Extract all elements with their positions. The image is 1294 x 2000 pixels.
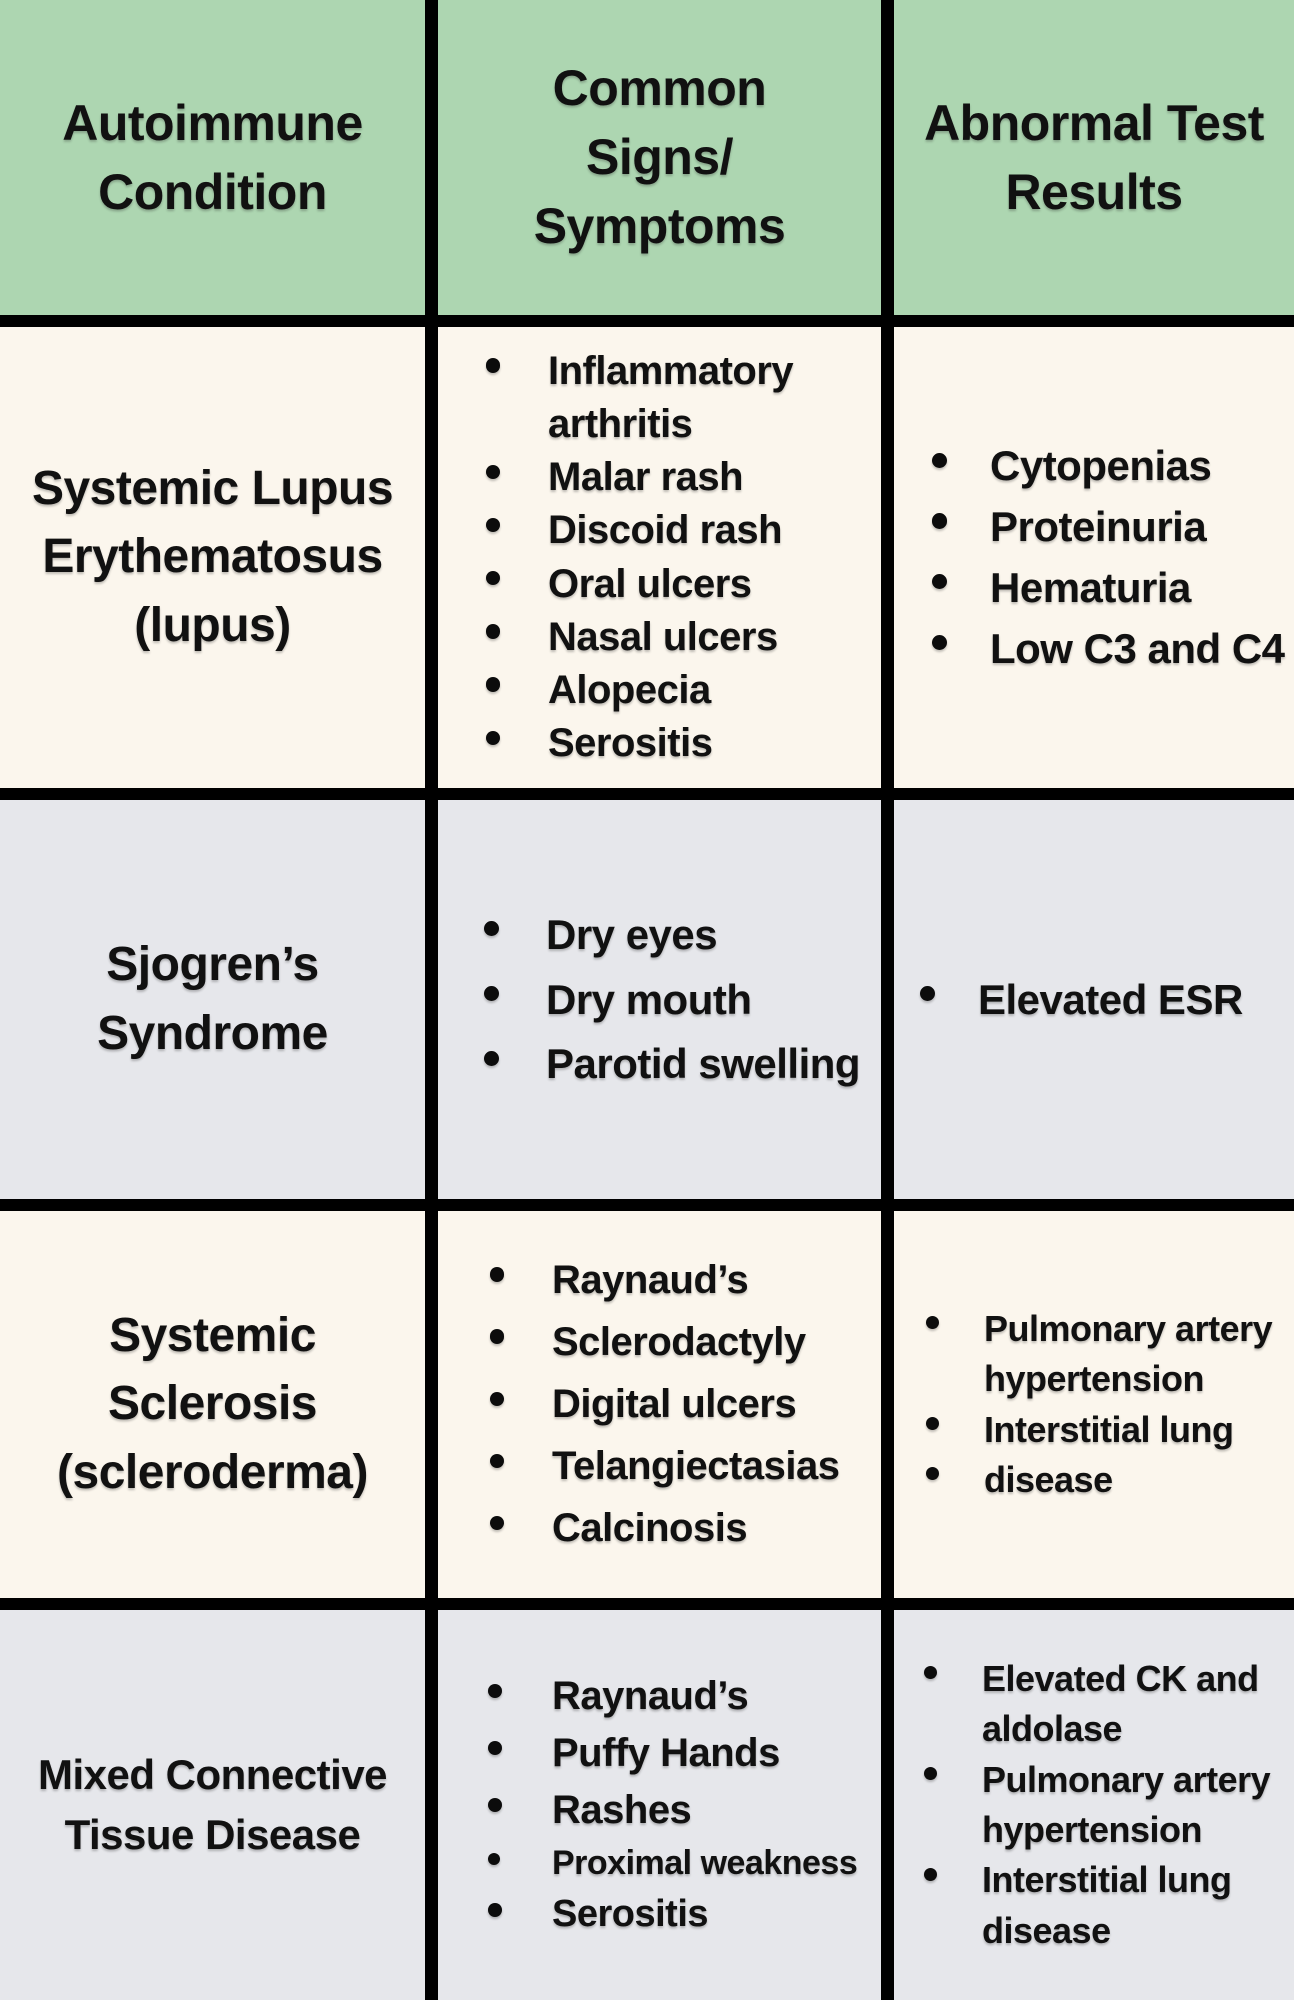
- header-cell-condition: [0, 0, 425, 315]
- bullet-item: Elevated ESR: [920, 972, 1243, 1028]
- tests-list: [920, 972, 1251, 1028]
- bullet-item: Raynaud’s: [490, 1254, 839, 1307]
- row-sjogrens-tests-cell: [894, 800, 1294, 1199]
- header-label-symptoms: Common Signs/ Symptoms: [533, 60, 786, 254]
- symptoms-list: [488, 1665, 865, 1945]
- row-lupus-condition-cell: [0, 327, 425, 788]
- header-label-condition: Autoimmune Condition: [62, 94, 363, 220]
- bullet-item: Parotid swelling: [484, 1036, 860, 1092]
- row-sclerosis-tests-cell: [894, 1211, 1294, 1598]
- bullet-item: Inflammatory arthritis: [486, 345, 871, 451]
- bullet-item: Proximal weakness: [488, 1841, 857, 1885]
- row-sclerosis-symptoms-cell: [438, 1211, 881, 1598]
- bullet-item: Pulmonary artery hypertension: [924, 1755, 1282, 1856]
- bullet-item: Raynaud’s: [488, 1670, 857, 1722]
- row-sjogrens-symptoms-cell: [438, 800, 881, 1199]
- bullet-item: Calcinosis: [490, 1502, 839, 1555]
- bullet-item: Hematuria: [932, 560, 1285, 616]
- row-lupus-tests-cell: [894, 327, 1294, 788]
- row-mctd-tests-cell: [894, 1610, 1294, 2000]
- bullet-item: disease: [926, 1455, 1282, 1505]
- bullet-item: Telangiectasias: [490, 1440, 839, 1493]
- condition-name: Mixed Connective Tissue Disease: [37, 1751, 388, 1858]
- bullet-item: Interstitial lung: [926, 1405, 1282, 1455]
- bullet-item: Puffy Hands: [488, 1727, 857, 1779]
- bullet-item: Oral ulcers: [486, 558, 871, 611]
- row-lupus-symptoms-cell: [438, 327, 881, 788]
- bullet-item: Sclerodactyly: [490, 1316, 839, 1369]
- row-sjogrens-condition-cell: [0, 800, 425, 1199]
- symptoms-list: [486, 345, 881, 771]
- symptoms-list: [484, 898, 868, 1102]
- tests-list: [932, 433, 1293, 681]
- header-label-tests: Abnormal Test Results: [924, 94, 1264, 220]
- bullet-item: Rashes: [488, 1784, 857, 1836]
- row-mctd-condition-cell: [0, 1610, 425, 2000]
- bullet-item: Interstitial lung disease: [924, 1855, 1282, 1956]
- condition-name: Systemic Lupus Erythematosus (lupus): [31, 462, 394, 652]
- bullet-item: Malar rash: [486, 451, 871, 504]
- bullet-item: Digital ulcers: [490, 1378, 839, 1431]
- bullet-item: Discoid rash: [486, 504, 871, 557]
- condition-name: Systemic Sclerosis (scleroderma): [57, 1309, 368, 1499]
- tests-list: [924, 1654, 1294, 1956]
- symptoms-list: [490, 1245, 847, 1565]
- bullet-item: Pulmonary artery hypertension: [926, 1304, 1282, 1405]
- bullet-item: Serositis: [486, 717, 871, 770]
- bullet-item: Dry mouth: [484, 972, 860, 1028]
- bullet-item: Serositis: [488, 1890, 857, 1939]
- row-sclerosis-condition-cell: [0, 1211, 425, 1598]
- bullet-item: Alopecia: [486, 664, 871, 717]
- bullet-item: Cytopenias: [932, 438, 1285, 494]
- condition-name: Sjogren’s Syndrome: [97, 938, 328, 1060]
- header-cell-symptoms: [438, 0, 881, 315]
- tests-list: [926, 1304, 1294, 1506]
- bullet-item: Elevated CK and aldolase: [924, 1654, 1282, 1755]
- bullet-item: Nasal ulcers: [486, 611, 871, 664]
- header-cell-tests: [894, 0, 1294, 315]
- bullet-item: Proteinuria: [932, 499, 1285, 555]
- bullet-item: Low C3 and C4: [932, 621, 1285, 677]
- row-mctd-symptoms-cell: [438, 1610, 881, 2000]
- bullet-item: Dry eyes: [484, 907, 860, 963]
